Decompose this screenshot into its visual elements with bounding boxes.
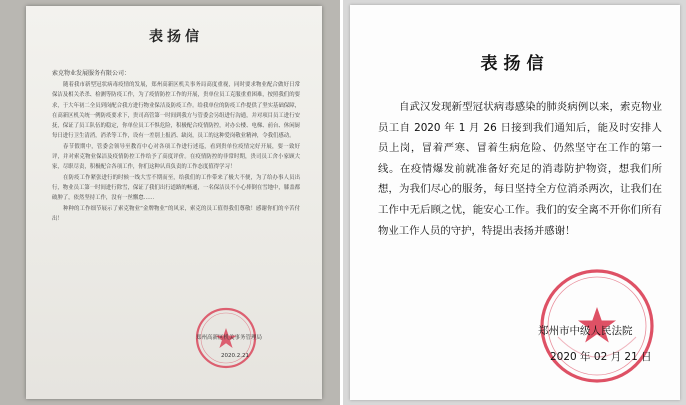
left-letter-paragraph-2: 春节假期中，管委会领导至教育中心对各项工作进行述巡，看到贵单位疫情完好开展，要一致好评，并对索克物业保洁及疫情防控工作给予了高度评价。在疫情防控的非常时期，贵司员工舍小家顾大家，尽职尽责，积极配合各项工作，你们这种认真负责的工作态度值得学习！ bbox=[52, 143, 300, 171]
left-letter-paragraph-1: 随着我市新型冠状病毒疫情的发展，郑州高新区机关事务局高度重视，同时要求物业配合做好日常保洁及相关杀杀、检测等防疫工作，为了疫情防控工作的开展，贵单位员工克服重重困难，按照我们的要求，于大年初二全员到岗配合我方进行物业保洁及防疫工作。给我单位的防疫工作提供了坚实基础保障，在高新区机关统一例防疫要求下，贵司高管第一时间到我方与管委会另组进行沟通，并对项目员工进行安抚，保证了员工队伍的稳定，你单位员工不惧危险，积极配合疫情防控，对办公楼、电梯、前台、休闲厨每日进行卫生清消，消杀等工作，设有一差别上报消、缺岗，员工的这种爱岗敬业精神，令我们感动。 bbox=[52, 82, 300, 140]
left-letter-date: 2020.2.21 bbox=[221, 353, 249, 359]
left-photo-background bbox=[0, 0, 340, 405]
left-letter-paragraph-4: 种种的工作细节展示了索克物业“金牌物业”的风采，索克的员工值得我们尊敬！感谢你们的辛苦付出！ bbox=[52, 205, 300, 222]
right-letter-title: 表扬信 bbox=[480, 54, 550, 74]
right-letter-body: 自武汉发现新型冠状病毒感染的肺炎病例以来，索克物业员工自 2020 年 1 月 26 日接到我们通知后，能及时安排人员上岗，冒着严寒、冒着生病危险、仍然坚守在工作的第一线。在疫情爆发前就准备好充足的消毒防护物资，想我们所想，为我们尽心的服务，每日坚持全方位消杀两次，让我们在工作中无后顾之忧，能安心工作。我们的安全离不开你们所有物业工作人员的守护，特提出表扬并感谢！ bbox=[378, 101, 662, 237]
left-letter-signature: 郑州高新区机关事务管理局 bbox=[196, 335, 263, 341]
right-letter-signature: 郑州市中级人民法院 bbox=[538, 325, 633, 337]
right-letter-page bbox=[350, 5, 680, 400]
left-letter-page bbox=[26, 6, 322, 399]
left-letter-salutation: 索克物业发展服务有限公司： bbox=[52, 70, 131, 77]
left-letter-paragraph-3: 在防疫工作紧张进行的时候一线大雪不期而至，给我们的工作带来了极大不便，为了给办事人员出行，物业员工第一时间进行除雪，保证了我们出行道路的畅通，一名保洁员不小心摔倒在雪地中，膝盖都破肿了，依然坚持工作，没有一丝懈怠…… bbox=[52, 174, 300, 202]
left-letter-title: 表扬信 bbox=[149, 29, 203, 45]
right-scan-background bbox=[343, 0, 686, 405]
right-letter-date: 2020 年 02 月 21 日 bbox=[550, 351, 652, 363]
